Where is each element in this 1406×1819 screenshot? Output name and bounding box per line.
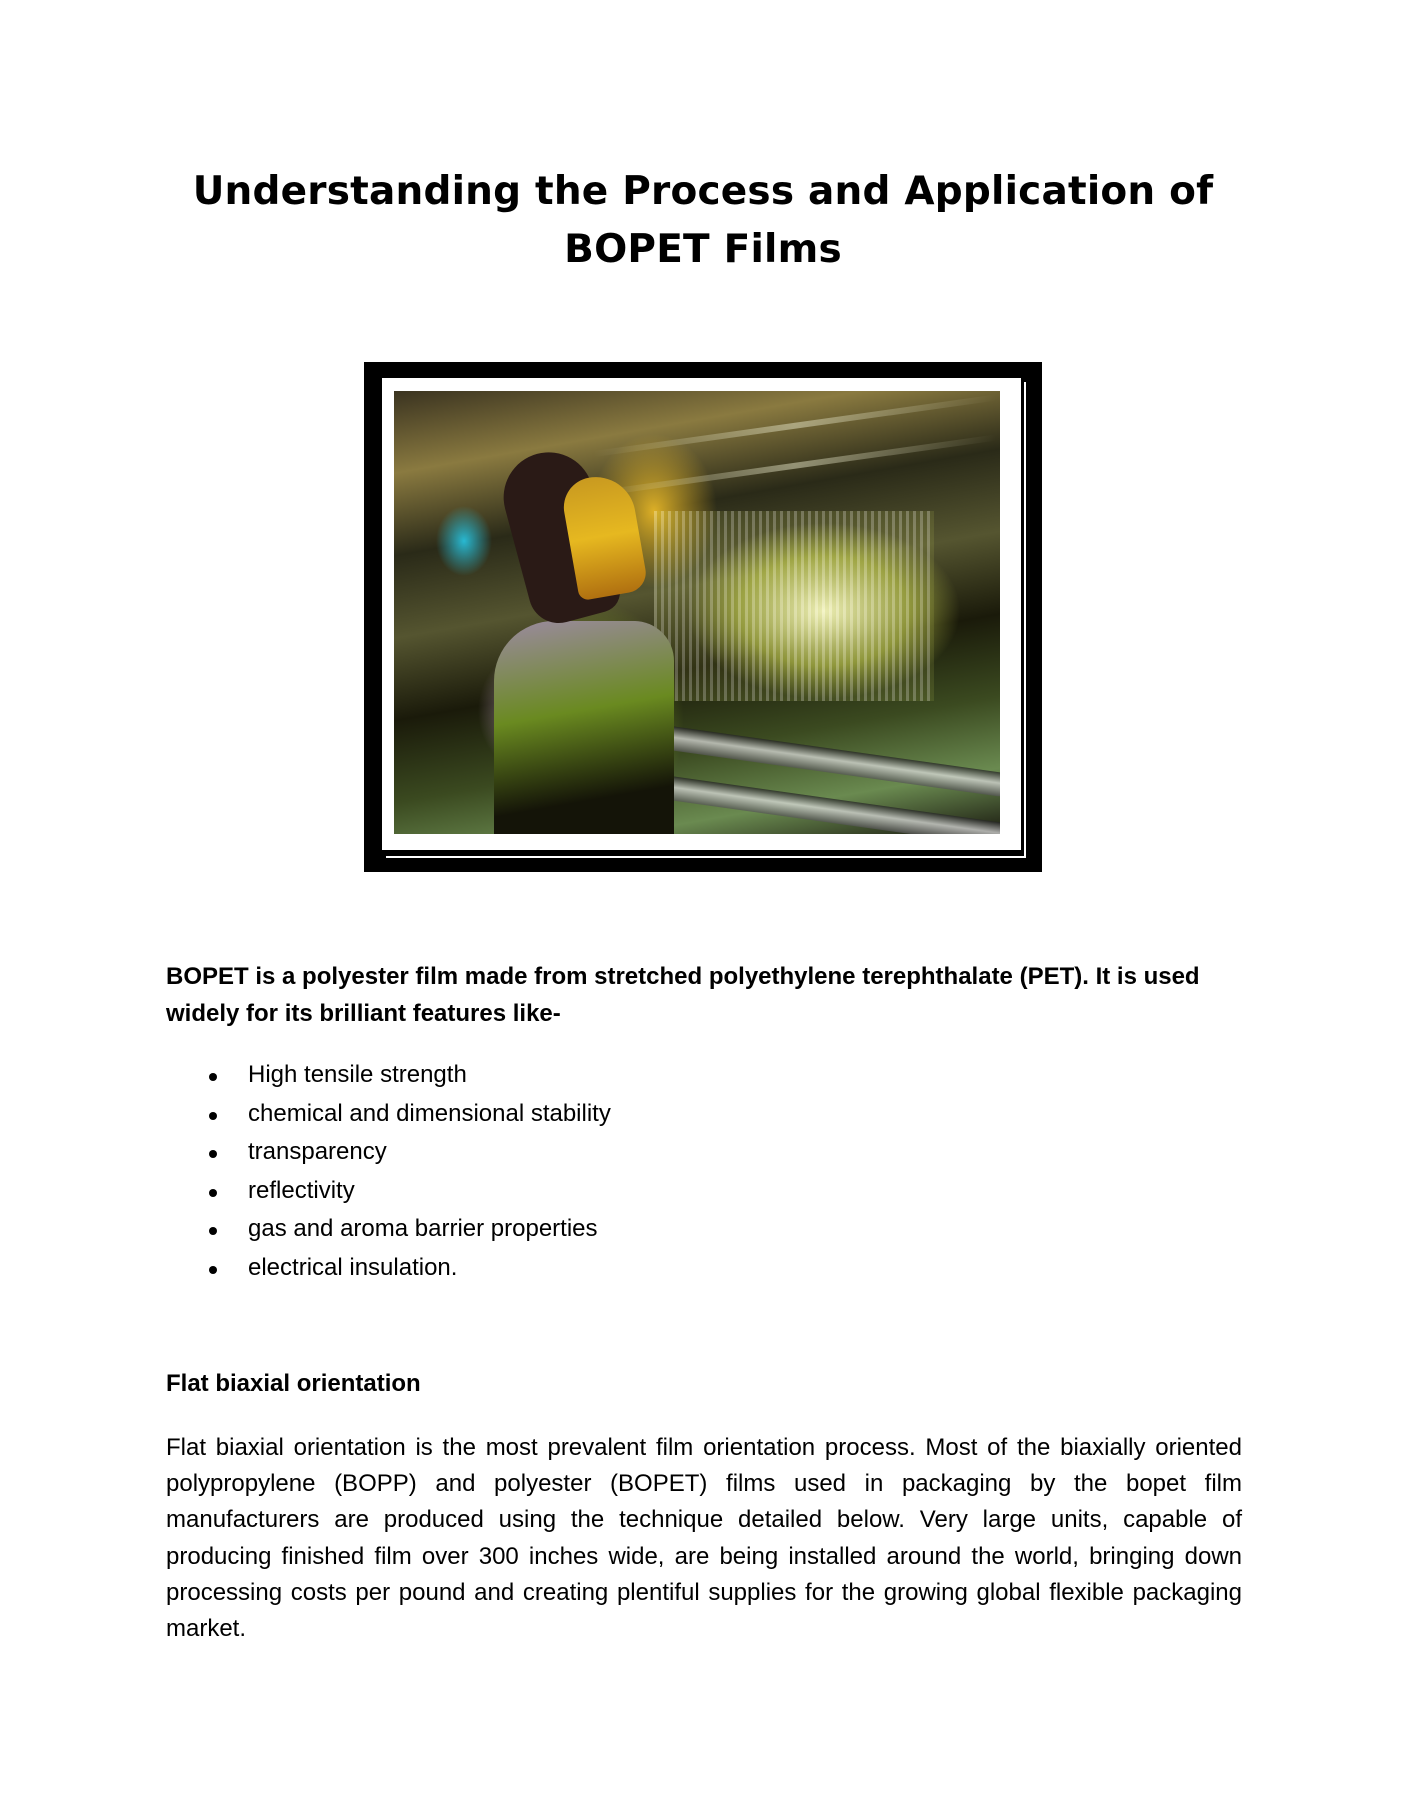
bullet-icon: [209, 1112, 217, 1120]
figure-mat: [382, 378, 1021, 850]
photo-film-sheet: [654, 511, 934, 701]
page-title-line-1: Understanding the Process and Application of: [192, 169, 1214, 214]
page-title: [150, 163, 1256, 279]
bullet-icon: [209, 1227, 217, 1235]
feature-list-item: reflectivity: [166, 1172, 611, 1211]
bullet-icon: [209, 1189, 217, 1197]
bullet-icon: [209, 1150, 217, 1158]
bullet-icon: [209, 1266, 217, 1274]
figure-frame: [364, 362, 1042, 872]
feature-list-item: transparency: [166, 1133, 611, 1172]
figure-photo-bopet-production-line: [394, 391, 1000, 834]
feature-list-item: electrical insulation.: [166, 1249, 611, 1288]
page-title-line-2: BOPET Films: [564, 227, 842, 272]
section-heading: Flat biaxial orientation: [166, 1370, 421, 1397]
section-body-paragraph: Flat biaxial orientation is the most prevalent film orientation process. Most of the biaxially oriented polypropylene (BOPP) and polyester (BOPET) films used in packaging by the bopet film manufacturers are produced using the technique detailed below. Very large units, capable of producing finished film over 300 inches wide, are being installed around the world, bringing down processing costs per pound and creating plentiful supplies for the growing global flexible packaging market.: [166, 1434, 1242, 1643]
bullet-icon: [209, 1073, 217, 1081]
feature-list-item: gas and aroma barrier properties: [166, 1210, 611, 1249]
photo-worker-body: [494, 621, 674, 834]
feature-list-item: High tensile strength: [166, 1056, 611, 1095]
intro-lead-paragraph: BOPET is a polyester film made from stretched polyethylene terephthalate (PET). It is used widely for its brilliant features like-: [166, 963, 1200, 1027]
feature-list-item: chemical and dimensional stability: [166, 1095, 611, 1134]
feature-list: [166, 1056, 611, 1287]
